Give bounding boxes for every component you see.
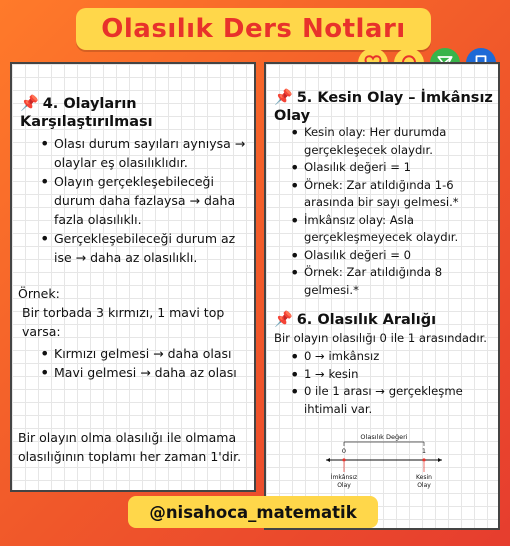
axis-arrow-right [438, 458, 442, 462]
list-item: • Olası durum sayıları aynıysa → olaylar eş olasılıklıdır. [40, 134, 250, 172]
author-handle: @nisahoca_matematik [128, 496, 378, 528]
certain-label: Kesin [416, 474, 432, 481]
left-value: 0 [341, 447, 347, 455]
list-item: • Olasılık değeri = 0 [290, 247, 496, 265]
list-item: • Örnek: Zar atıldığında 8 gelmesi.* [290, 264, 496, 299]
section-5-heading: 📌 5. Kesin Olay – İmkânsız Olay [274, 88, 493, 124]
example-block [18, 284, 250, 341]
pushpin-icon: 📌 [274, 88, 293, 106]
list-item: • Olasılık değeri = 1 [290, 159, 496, 177]
list-item: • 0 → imkânsız [290, 348, 496, 366]
probability-number-line [324, 432, 444, 492]
axis-arrow-left [326, 458, 330, 462]
example-list [40, 344, 240, 382]
section-6-intro: Bir olayın olasılığı 0 ile 1 arasındadır. [274, 331, 487, 345]
example-text: Bir torbada 3 kırmızı, 1 mavi top varsa: [22, 305, 225, 339]
list-item: • İmkânsız olay: Asla gerçekleşmeyecek olaydır. [290, 212, 496, 247]
right-value: 1 [421, 447, 427, 455]
pushpin-icon: 📌 [20, 94, 39, 112]
list-item: • Örnek: Zar atıldığında 1-6 arasında bir sayı gelmesi.* [290, 177, 496, 212]
pushpin-icon: 📌 [274, 310, 293, 328]
section-6-list [290, 348, 496, 418]
example-label: Örnek: [18, 286, 60, 301]
summary-text: Bir olayın olma olasılığı ile olmama olasılığının toplamı her zaman 1'dir. [18, 430, 242, 464]
section-6-heading: 📌 6. Olasılık Aralığı [274, 310, 437, 328]
number-line-title: Olasılık Değeri [360, 433, 408, 441]
section-4-heading: 📌 4. Olayların Karşılaştırılması [20, 94, 153, 130]
right-panel [264, 62, 500, 530]
point-one [422, 458, 425, 461]
point-zero [342, 458, 345, 461]
impossible-label: İmkânsız [330, 474, 358, 481]
list-item: • 0 ile 1 arası → gerçekleşme ihtimali var. [290, 383, 496, 418]
section-5-list [290, 124, 496, 299]
title-banner [76, 8, 431, 50]
list-item: • Olayın gerçekleşebileceği durum daha fazlaysa → daha fazla olasılıklı. [40, 172, 250, 229]
section-4-list [40, 134, 250, 267]
list-item: • Gerçekleşebileceği durum az ise → daha az olasılıklı. [40, 229, 250, 267]
list-item: • Kırmızı gelmesi → daha olası [40, 344, 240, 363]
page-title: Olasılık Ders Notları [101, 14, 406, 44]
list-item: • 1 → kesin [290, 366, 496, 384]
list-item: • Mavi gelmesi → daha az olası [40, 363, 240, 382]
left-panel [10, 62, 256, 492]
list-item: • Kesin olay: Her durumda gerçekleşecek olaydır. [290, 124, 496, 159]
impossible-label-2: Olay [337, 482, 351, 489]
certain-label-2: Olay [417, 482, 431, 489]
